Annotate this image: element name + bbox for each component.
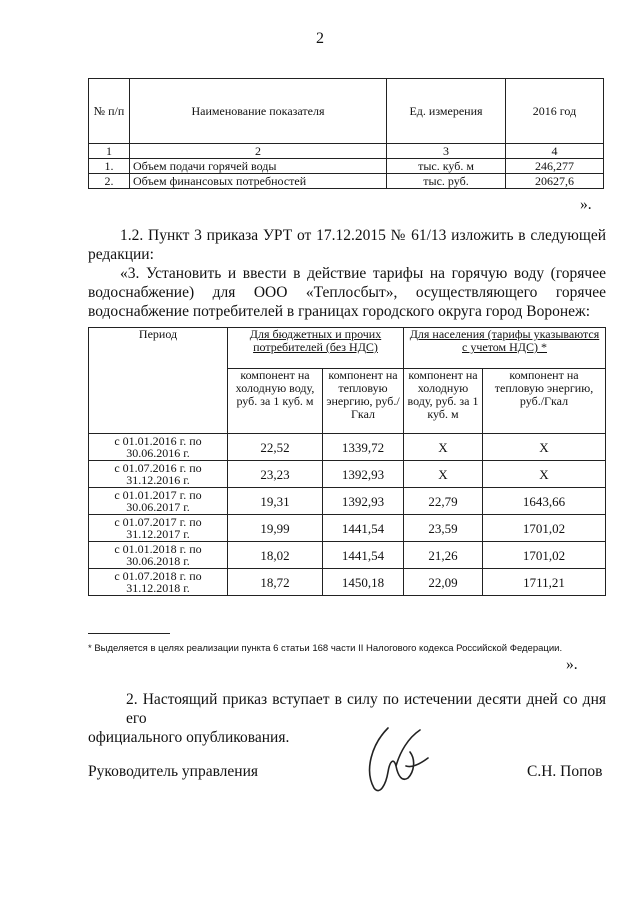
footnote: * Выделяется в целях реализации пункта 6 статьи 168 части II Налогового кодекса Российской Федерации. [88, 643, 563, 654]
header-population-text: Для населения (тарифы указываются с учетом НДС) * [409, 327, 600, 354]
signatory-name: С.Н. Попов [527, 763, 603, 780]
period-to: 30.06.2018 г. [126, 554, 190, 568]
paragraph-line: официального опубликования. [88, 729, 290, 746]
paragraph-line: «3. Установить и ввести в действие тарифы на горячую воду (горячее [120, 265, 606, 282]
budget-heat-value: 1450,18 [323, 569, 404, 596]
budget-cold-value: 23,23 [228, 461, 323, 488]
header-num: № п/п [89, 79, 130, 144]
page-number: 2 [316, 30, 324, 47]
period-from: с 01.01.2017 г. по [114, 488, 202, 502]
paragraph-line: водоснабжение) для ООО «Теплосбыт», осуществляющего горячее [88, 284, 606, 301]
population-heat-value: 1701,02 [483, 515, 606, 542]
period-from: с 01.01.2018 г. по [114, 542, 202, 556]
header-population [404, 328, 606, 369]
header-budget [228, 328, 404, 369]
budget-heat-value: 1339,72 [323, 434, 404, 461]
table-row [89, 569, 606, 596]
period-cell [89, 488, 228, 515]
row-num: 1. [89, 159, 130, 174]
col-num-2: 2 [130, 144, 387, 159]
paragraph-2 [88, 690, 606, 747]
population-heat-value: Х [483, 461, 606, 488]
header-name: Наименование показателя [130, 79, 387, 144]
population-cold-value: 23,59 [404, 515, 483, 542]
subheader-heat-pop: компонент на тепловую энергию, руб./Гкал [483, 369, 606, 434]
header-year: 2016 год [506, 79, 604, 144]
row-value: 20627,6 [506, 174, 604, 189]
budget-heat-value: 1392,93 [323, 488, 404, 515]
budget-cold-value: 19,31 [228, 488, 323, 515]
col-num-1: 1 [89, 144, 130, 159]
subheader-cold-pop: компонент на холодную воду, руб. за 1 куб. м [404, 369, 483, 434]
column-numbers-row [89, 144, 604, 159]
table-header-row [89, 79, 604, 144]
paragraph-line: 1.2. Пункт 3 приказа УРТ от 17.12.2015 № 61/13 изложить в следующей [120, 227, 606, 244]
row-num: 2. [89, 174, 130, 189]
table-row [89, 461, 606, 488]
row-name: Объем подачи горячей воды [130, 159, 387, 174]
period-from: с 01.07.2017 г. по [114, 515, 202, 529]
budget-heat-value: 1441,54 [323, 515, 404, 542]
header-budget-text: Для бюджетных и прочих потребителей (без НДС) [249, 327, 382, 354]
table-row [89, 434, 606, 461]
col-num-3: 3 [387, 144, 506, 159]
budget-heat-value: 1441,54 [323, 542, 404, 569]
budget-heat-value: 1392,93 [323, 461, 404, 488]
period-from: с 01.07.2018 г. по [114, 569, 202, 583]
population-cold-value: 22,09 [404, 569, 483, 596]
paragraph-line: редакции: [88, 246, 154, 263]
row-unit: тыс. куб. м [387, 159, 506, 174]
row-unit: тыс. руб. [387, 174, 506, 189]
period-to: 31.12.2017 г. [126, 527, 190, 541]
period-from: с 01.07.2016 г. по [114, 461, 202, 475]
table-row [89, 542, 606, 569]
table-row [89, 488, 606, 515]
row-value: 246,277 [506, 159, 604, 174]
table-row [89, 515, 606, 542]
table-row [89, 159, 604, 174]
budget-cold-value: 18,02 [228, 542, 323, 569]
paragraph-line: водоснабжение потребителей в границах городского округа город Воронеж: [88, 303, 591, 320]
period-cell [89, 434, 228, 461]
population-heat-value: Х [483, 434, 606, 461]
header-period: Период [89, 328, 228, 434]
row-name: Объем финансовых потребностей [130, 174, 387, 189]
population-cold-value: Х [404, 434, 483, 461]
period-to: 31.12.2016 г. [126, 473, 190, 487]
period-cell [89, 461, 228, 488]
indicators-table [88, 78, 604, 189]
budget-cold-value: 22,52 [228, 434, 323, 461]
period-cell [89, 515, 228, 542]
paragraph-1-2 [88, 226, 606, 264]
col-num-4: 4 [506, 144, 604, 159]
population-heat-value: 1701,02 [483, 542, 606, 569]
period-cell [89, 542, 228, 569]
period-cell [89, 569, 228, 596]
population-cold-value: 21,26 [404, 542, 483, 569]
period-to: 30.06.2017 г. [126, 500, 190, 514]
table-row [89, 174, 604, 189]
population-heat-value: 1711,21 [483, 569, 606, 596]
footnote-separator [88, 633, 170, 634]
subheader-cold: компонент на холодную воду, руб. за 1 куб. м [228, 369, 323, 434]
period-from: с 01.01.2016 г. по [114, 434, 202, 448]
paragraph-3 [88, 264, 606, 321]
table-header-row [89, 328, 606, 369]
period-to: 30.06.2016 г. [126, 446, 190, 460]
population-cold-value: Х [404, 461, 483, 488]
closing-quote: ». [580, 196, 592, 213]
budget-cold-value: 18,72 [228, 569, 323, 596]
budget-cold-value: 19,99 [228, 515, 323, 542]
tariffs-table [88, 327, 606, 596]
subheader-heat: компонент на тепловую энергию, руб./Гкал [323, 369, 404, 434]
population-cold-value: 22,79 [404, 488, 483, 515]
header-unit: Ед. измерения [387, 79, 506, 144]
signatory-title: Руководитель управления [88, 763, 259, 780]
period-to: 31.12.2018 г. [126, 581, 190, 595]
handwritten-signature [350, 722, 440, 802]
paragraph-line: 2. Настоящий приказ вступает в силу по истечении десяти дней со дня его [126, 691, 606, 727]
population-heat-value: 1643,66 [483, 488, 606, 515]
closing-quote-2: ». [566, 656, 578, 673]
